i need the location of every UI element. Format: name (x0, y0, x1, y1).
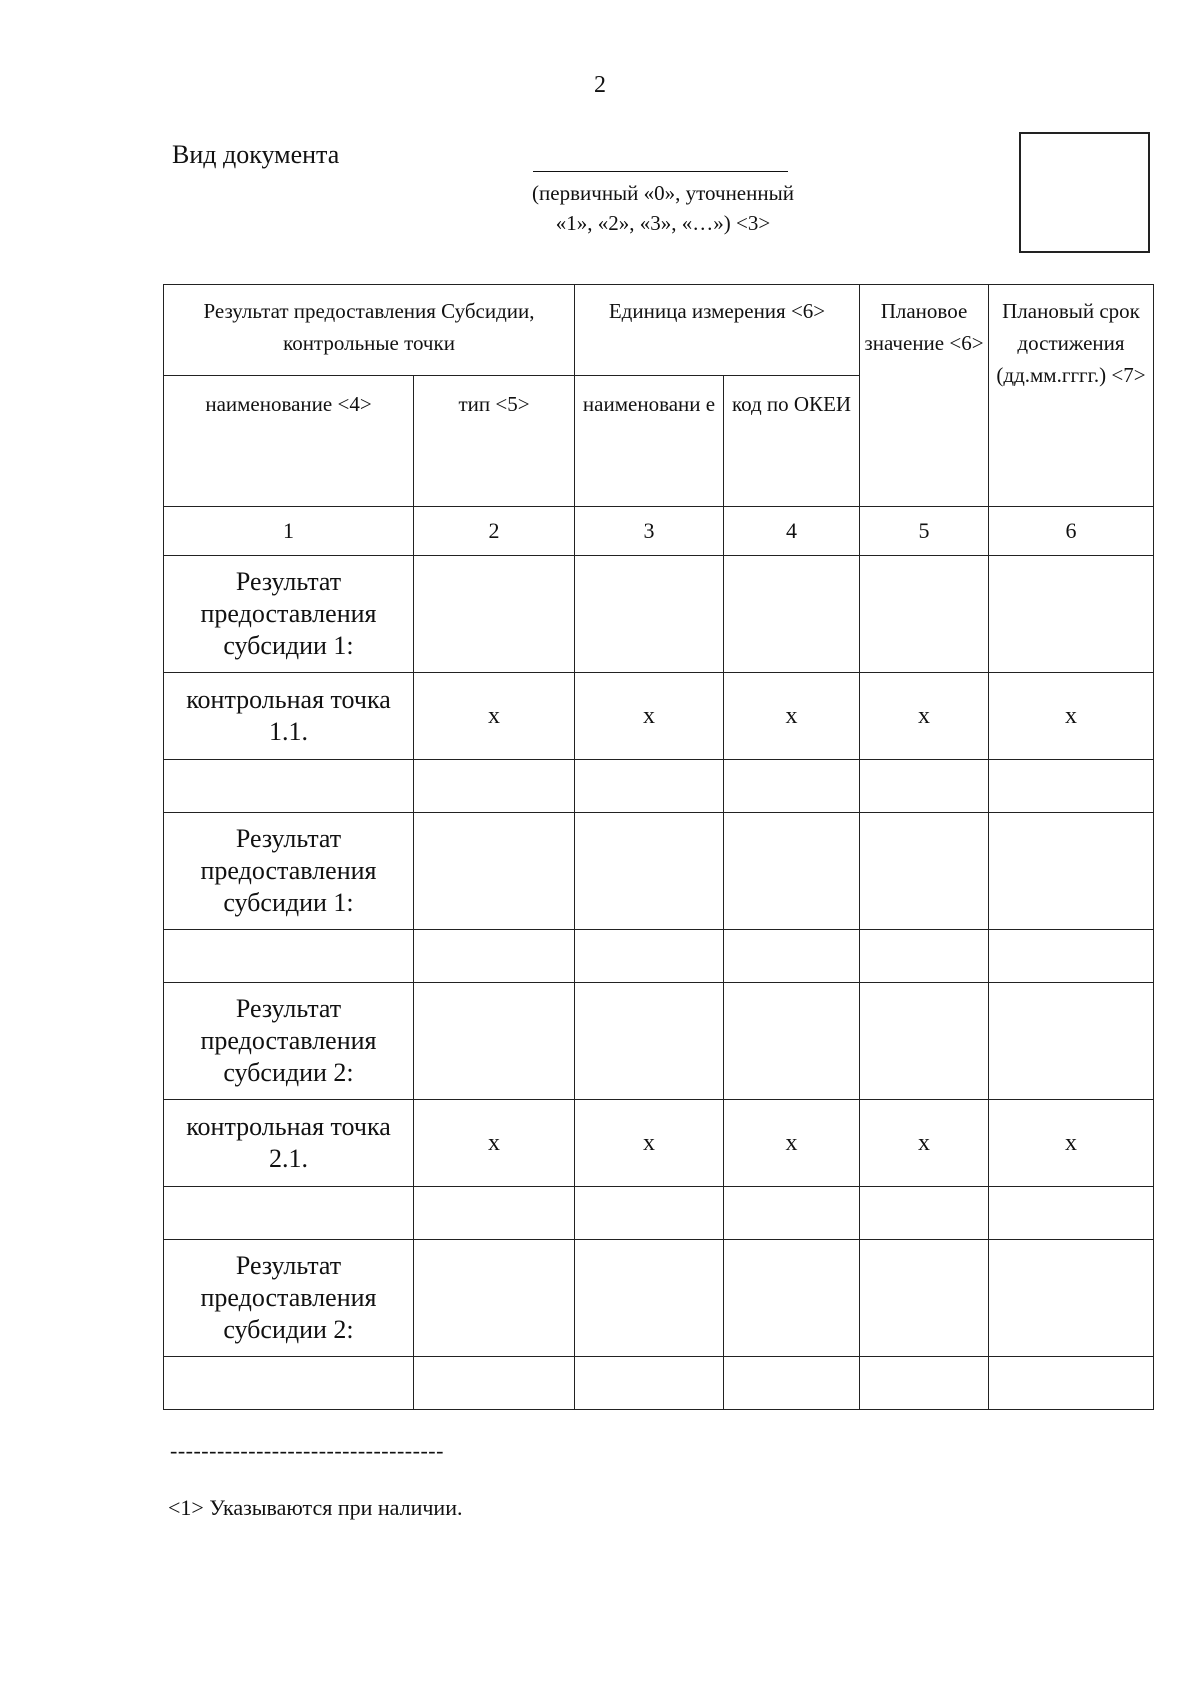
table-cell (724, 813, 860, 930)
table-cell (414, 1357, 575, 1410)
table-row (164, 556, 1154, 673)
header-planned-value: Плановое значение <6> (860, 285, 989, 507)
table-row (164, 1187, 1154, 1240)
table-cell (414, 1240, 575, 1357)
x-mark-cell: х (724, 1100, 860, 1187)
table-row (164, 983, 1154, 1100)
table-cell (989, 556, 1154, 673)
document-type-field-line (533, 171, 788, 172)
table-cell (989, 1187, 1154, 1240)
header-planned-date: Плановый срок достижения (дд.мм.гггг.) <7> (989, 285, 1154, 507)
column-number: 2 (414, 507, 575, 556)
table-cell (164, 1187, 414, 1240)
header-unit-name: наименовани е (575, 376, 724, 507)
x-mark-cell: х (575, 1100, 724, 1187)
document-type-hint-line-1: (первичный «0», уточненный (532, 181, 794, 205)
document-type-label: Вид документа (172, 140, 340, 169)
table-cell (989, 930, 1154, 983)
table-cell (989, 813, 1154, 930)
table-cell (575, 1187, 724, 1240)
footnote: <1> Указываются при наличии. (168, 1495, 463, 1520)
table-cell (164, 930, 414, 983)
x-mark-cell: х (860, 1100, 989, 1187)
header-result-group: Результат предоставления Субсидии, контрольные точки (164, 285, 575, 376)
table-row (164, 760, 1154, 813)
result-name-cell: Результат предоставления субсидии 2: (164, 1240, 414, 1357)
table-cell (860, 813, 989, 930)
document-type-hint-line-2: «1», «2», «3», «…») <3> (555, 211, 771, 235)
table-cell (164, 760, 414, 813)
x-mark-cell: х (414, 673, 575, 760)
document-type-hint (498, 178, 828, 238)
table-cell (724, 930, 860, 983)
header-okei-code: код по ОКЕИ (724, 376, 860, 507)
table-cell (414, 556, 575, 673)
table-cell (724, 1357, 860, 1410)
result-name-cell: Результат предоставления субсидии 2: (164, 983, 414, 1100)
result-name-cell: Результат предоставления субсидии 1: (164, 813, 414, 930)
table-row (164, 930, 1154, 983)
results-table (163, 284, 1154, 1410)
table-cell (575, 1357, 724, 1410)
table-cell (414, 1187, 575, 1240)
table-cell (860, 983, 989, 1100)
column-number: 4 (724, 507, 860, 556)
header-type: тип <5> (414, 376, 575, 507)
table-cell (414, 983, 575, 1100)
column-numbers-row (164, 507, 1154, 556)
table-cell (860, 1357, 989, 1410)
table-row (164, 673, 1154, 760)
document-type-code-box (1019, 132, 1150, 253)
table-cell (724, 556, 860, 673)
table-cell (575, 1240, 724, 1357)
checkpoint-name-cell: контрольная точка 2.1. (164, 1100, 414, 1187)
x-mark-cell: х (989, 673, 1154, 760)
x-mark-cell: х (860, 673, 989, 760)
table-cell (989, 1357, 1154, 1410)
x-mark-cell: х (414, 1100, 575, 1187)
table-cell (860, 556, 989, 673)
x-mark-cell: х (989, 1100, 1154, 1187)
footnote-separator: ----------------------------------- (170, 1438, 444, 1463)
table-cell (724, 983, 860, 1100)
page-number: 2 (594, 72, 606, 98)
result-name-cell: Результат предоставления субсидии 1: (164, 556, 414, 673)
header-unit-group: Единица измерения <6> (575, 285, 860, 376)
table-cell (414, 813, 575, 930)
table-cell (989, 760, 1154, 813)
x-mark-cell: х (575, 673, 724, 760)
column-number: 1 (164, 507, 414, 556)
table-cell (575, 930, 724, 983)
table-cell (724, 760, 860, 813)
table-cell (575, 983, 724, 1100)
table-cell (989, 1240, 1154, 1357)
table-cell (860, 930, 989, 983)
column-number: 3 (575, 507, 724, 556)
column-number: 5 (860, 507, 989, 556)
table-row (164, 1357, 1154, 1410)
table-cell (860, 1187, 989, 1240)
table-cell (724, 1187, 860, 1240)
table-cell (575, 556, 724, 673)
table-cell (164, 1357, 414, 1410)
table-cell (724, 1240, 860, 1357)
table-header-row (164, 285, 1154, 376)
table-row (164, 813, 1154, 930)
table-cell (860, 1240, 989, 1357)
table-cell (989, 983, 1154, 1100)
table-cell (575, 813, 724, 930)
checkpoint-name-cell: контрольная точка 1.1. (164, 673, 414, 760)
table-cell (414, 930, 575, 983)
table-row (164, 1240, 1154, 1357)
column-number: 6 (989, 507, 1154, 556)
table-cell (414, 760, 575, 813)
table-cell (860, 760, 989, 813)
x-mark-cell: х (724, 673, 860, 760)
table-row (164, 1100, 1154, 1187)
header-name: наименование <4> (164, 376, 414, 507)
table-cell (575, 760, 724, 813)
